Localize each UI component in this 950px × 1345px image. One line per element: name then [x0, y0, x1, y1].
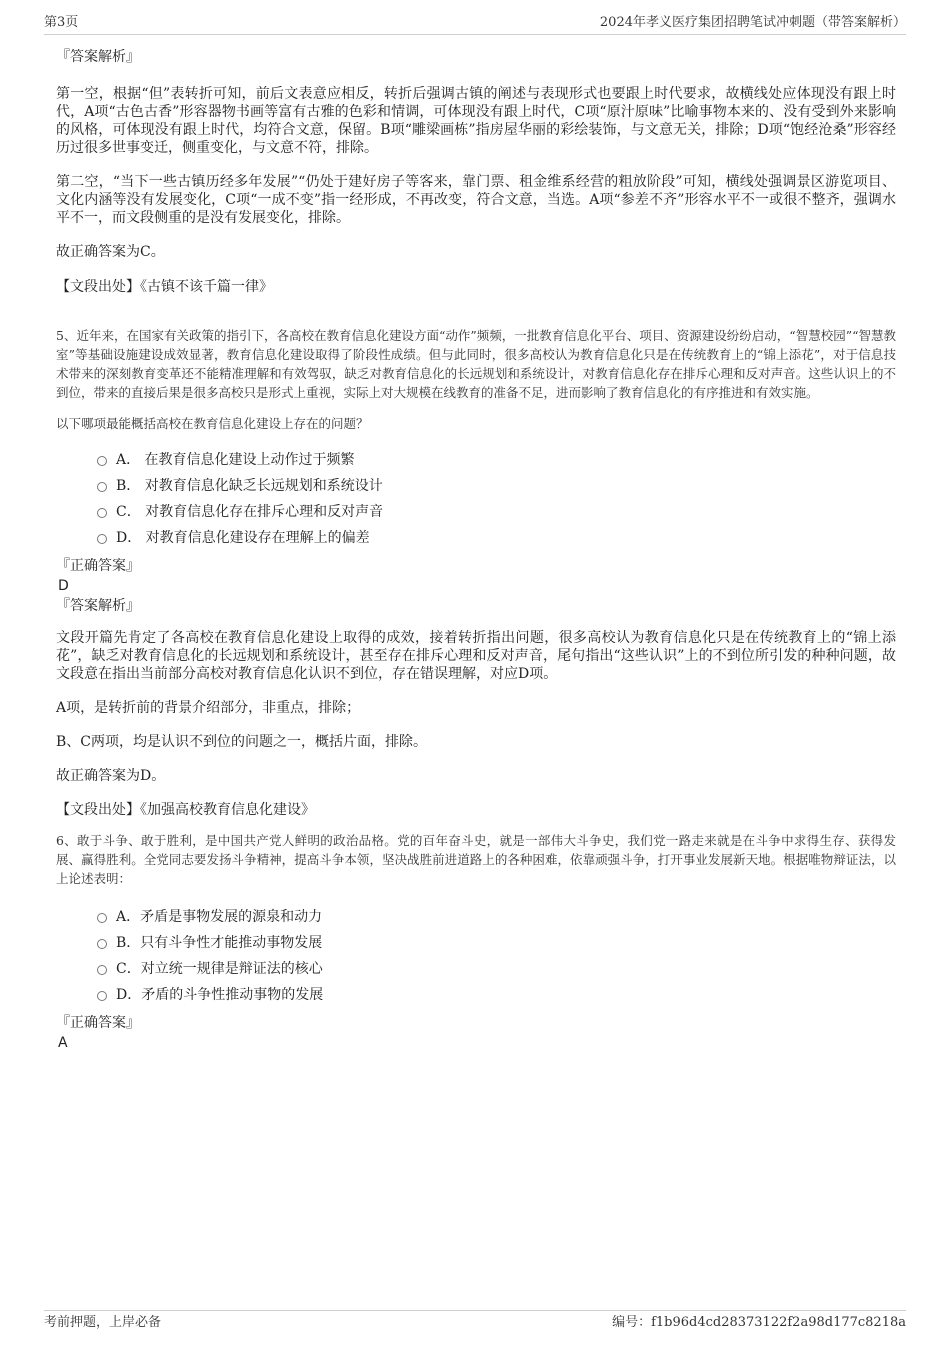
option-d[interactable]	[56, 982, 896, 1008]
footer-slogan: 考前押题，上岸必备	[44, 1315, 162, 1330]
option-b[interactable]	[56, 473, 896, 499]
radio-button[interactable]	[97, 508, 107, 518]
analysis-paragraph: A项，是转折前的背景介绍部分，非重点，排除；	[56, 700, 361, 716]
options-list	[56, 904, 896, 1008]
option-c[interactable]	[56, 956, 896, 982]
correct-answer-label: 『正确答案』	[56, 1015, 140, 1031]
option-c[interactable]	[56, 499, 896, 525]
analysis-paragraph: 文段开篇先肯定了各高校在教育信息化建设上取得的成效，接着转折指出问题，很多高校认为教育信息化只是在传统教育上的“锦上添花”，缺乏对教育信息化的长远规划和系统设计，甚至存在排斥心理和反对声音，尾句指出“这些认识”上的不到位所引发的种种问题，故文段意在指出当前部分高校对教育信息化认识不到位，存在错误理解，对应D项。	[56, 630, 896, 682]
option-label: D． 对教育信息化建设存在理解上的偏差	[116, 530, 370, 546]
correct-answer: D	[58, 578, 69, 594]
option-label: C．对立统一规律是辩证法的核心	[116, 961, 323, 977]
page-content	[56, 44, 896, 1052]
correct-answer-label: 『正确答案』	[56, 558, 140, 574]
analysis-paragraph: 第一空，根据“但”表转折可知，前后文表意应相反，转折后强调古镇的阐述与表现形式也要跟上时代要求，故横线处应体现没有跟上时代，A项“古色古香”形容器物书画等富有古雅的色彩和情调，可体现没有跟上时代，C项“原汁原味”比喻事物本来的、没有受到外来影响的风格，可体现没有跟上时代，均符合文意，保留。B项“雕梁画栋”指房屋华丽的彩绘装饰，与文意无关，排除；D项“饱经沧桑”形容经历过很多世事变迁，侧重变化，与文意不符，排除。	[56, 86, 896, 156]
analysis-label: 『答案解析』	[56, 598, 140, 614]
option-label: B． 对教育信息化缺乏长远规划和系统设计	[116, 478, 383, 494]
question-5	[56, 326, 896, 819]
document-title: 2024年孝义医疗集团招聘笔试冲刺题（带答案解析）	[599, 15, 906, 30]
correct-answer: A	[58, 1035, 68, 1051]
question-6	[56, 831, 896, 1052]
analysis-paragraph: B、C两项，均是认识不到位的问题之一，概括片面，排除。	[56, 734, 427, 750]
document-code: 编号：f1b96d4cd28373122f2a98d177c8218a	[612, 1315, 906, 1330]
option-label: A． 在教育信息化建设上动作过于频繁	[116, 452, 355, 468]
option-d[interactable]	[56, 525, 896, 551]
option-label: D．矛盾的斗争性推动事物的发展	[116, 987, 324, 1003]
radio-button[interactable]	[97, 939, 107, 949]
option-label: C． 对教育信息化存在排斥心理和反对声音	[116, 504, 384, 520]
question-stem: 5、近年来，在国家有关政策的指引下，各高校在教育信息化建设方面“动作”频频，一批教育信息化平台、项目、资源建设纷纷启动，“智慧校园”“智慧教室”等基础设施建设成效显著，教育信息化建设取得了阶段性成绩。但与此同时，很多高校认为教育信息化只是在传统教育上的“锦上添花”，对于信息技术带来的深刻教育变革还不能精准理解和有效驾驭，缺乏对教育信息化的长远规划和系统设计，对教育信息化存在排斥心理和反对声音。这些认识上的不到位，带来的直接后果是很多高校只是形式上重视，实际上对大规模在线教育的准备不足，进而影响了教育信息化的有序推进和有效实施。	[56, 328, 896, 400]
options-list	[56, 447, 896, 551]
radio-button[interactable]	[97, 456, 107, 466]
radio-button[interactable]	[97, 482, 107, 492]
radio-button[interactable]	[97, 965, 107, 975]
page-footer	[44, 1310, 906, 1333]
option-a[interactable]	[56, 904, 896, 930]
question-prompt: 以下哪项最能概括高校在教育信息化建设上存在的问题？	[56, 416, 369, 431]
analysis-label: 『答案解析』	[56, 49, 140, 65]
previous-question-analysis	[56, 48, 896, 296]
radio-button[interactable]	[97, 991, 107, 1001]
page-number: 第3页	[44, 15, 79, 30]
option-b[interactable]	[56, 930, 896, 956]
source-note: 【文段出处】《古镇不该千篇一律》	[56, 279, 273, 295]
analysis-conclusion: 故正确答案为C。	[56, 244, 165, 260]
option-label: A．矛盾是事物发展的源泉和动力	[116, 909, 323, 925]
option-label: B．只有斗争性才能推动事物发展	[116, 935, 323, 951]
analysis-conclusion: 故正确答案为D。	[56, 768, 166, 784]
radio-button[interactable]	[97, 534, 107, 544]
question-stem: 6、敢于斗争、敢于胜利，是中国共产党人鲜明的政治品格。党的百年奋斗史，就是一部伟大斗争史，我们党一路走来就是在斗争中求得生存、获得发展、赢得胜利。全党同志要发扬斗争精神，提高斗争本领，坚决战胜前进道路上的各种困难，依靠顽强斗争，打开事业发展新天地。根据唯物辩证法，以上论述表明：	[56, 833, 896, 886]
analysis-paragraph: 第二空，“当下一些古镇历经多年发展”“仍处于建好房子等客来，靠门票、租金维系经营的粗放阶段”可知，横线处强调景区游览项目、文化内涵等没有发展变化，C项“一成不变”指一经形成，不再改变，符合文意，当选。A项“参差不齐”形容水平不一或很不整齐，强调水平不一，而文段侧重的是没有发展变化，排除。	[56, 174, 896, 226]
option-a[interactable]	[56, 447, 896, 473]
radio-button[interactable]	[97, 913, 107, 923]
source-note: 【文段出处】《加强高校教育信息化建设》	[56, 802, 315, 818]
page-header	[44, 14, 906, 35]
